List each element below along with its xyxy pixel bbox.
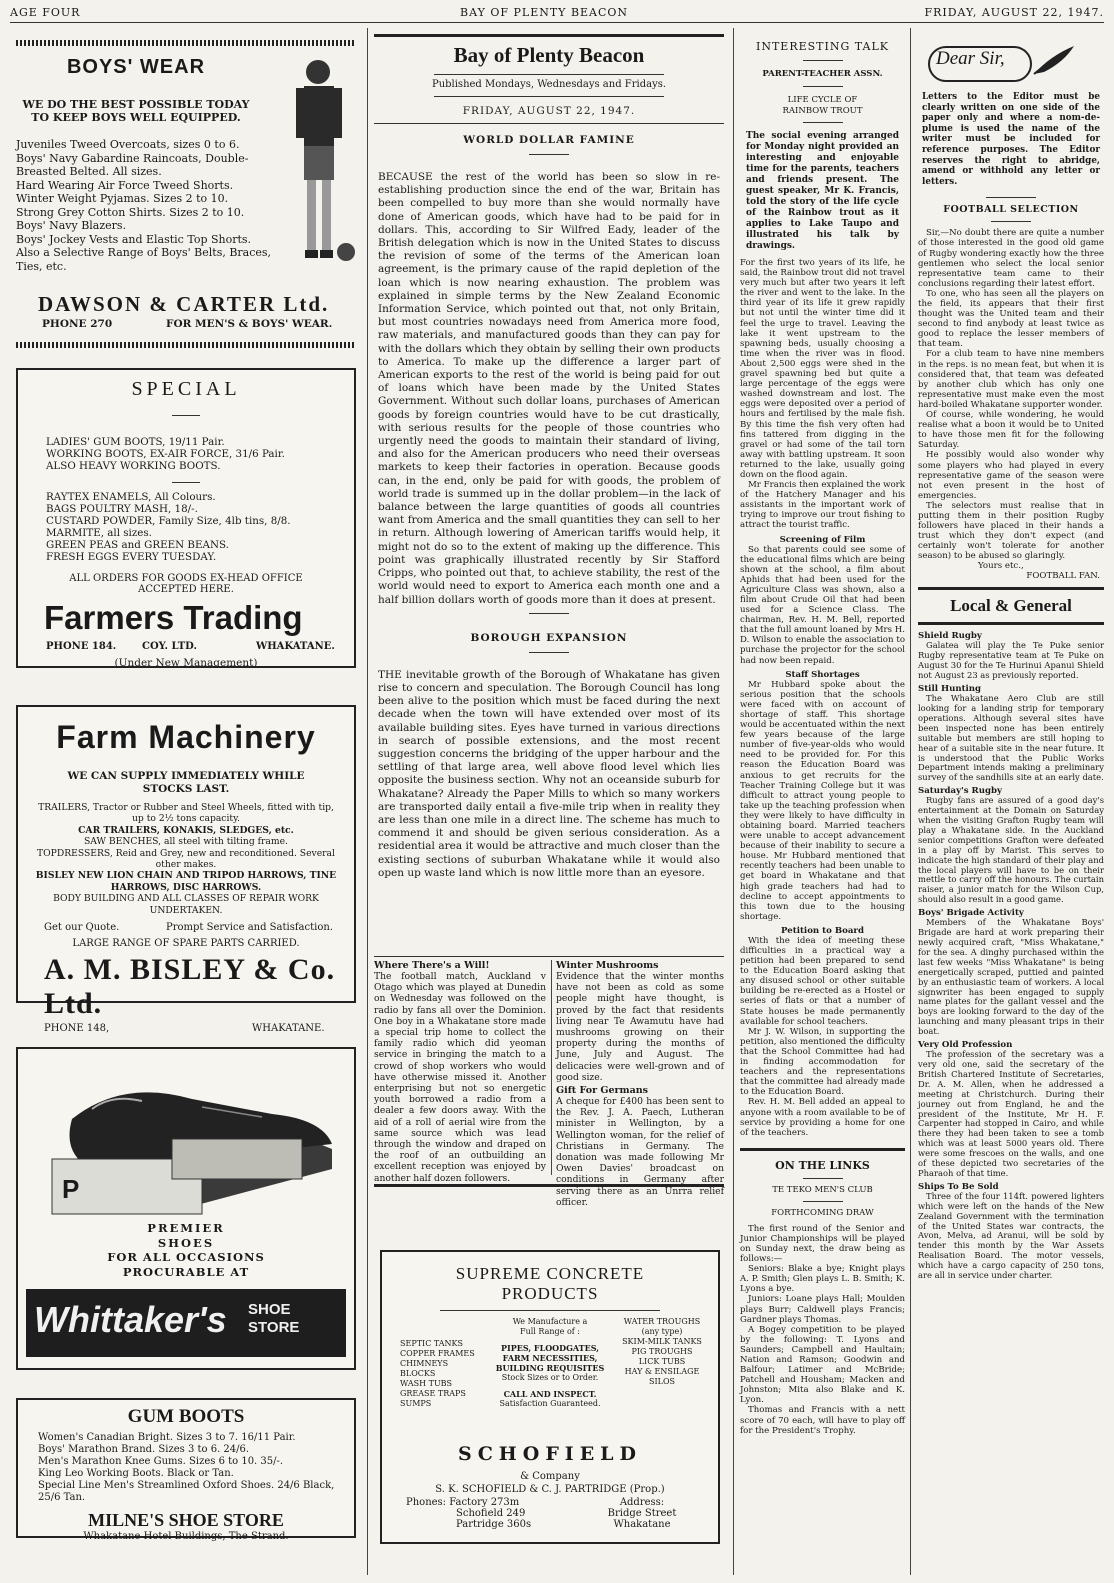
list-item: Boys' Marathon Brand. Sizes 3 to 6. 24/6. [38, 1444, 250, 1455]
store-subtitle: SHOE STORE [248, 1301, 300, 1336]
list-item: Special Line Men's Streamlined Oxford Shoes. 24/6 Black, 25/6 Tan. [38, 1480, 335, 1503]
store-banner [26, 1289, 346, 1357]
column-rule [733, 28, 734, 1575]
brief-title: Gift For Germans [556, 1085, 649, 1097]
brief-body: Members of the Whakatane Boys' Brigade are hard at work preparing their newly acquired craft, "Miss Whakatane," for the sea. A dinghy purchased within the last few weeks "Miss Whakatane" is being energetically scraped, puttied and painted by an enthusiastic team of workers. A local signwriter has been engaged to supply name plates for the gallant vessel and the boys are looking forward to the day of the launching and many pleasant trips in their boat. [918, 917, 1104, 1037]
list-item: SAW BENCHES, all steel with tilting frame. [84, 836, 288, 848]
masthead-rule [374, 34, 724, 37]
letter-signoff: Yours etc., [978, 561, 1024, 572]
firm-name: MILNE'S SHOE STORE [88, 1510, 284, 1530]
brief-body: The Whakatane Aero Club are still looking for a landing strip for temporary operations. Although several sites have been inspected none has been entirely suitable but members are still hoping to hear of a suitable site in the near future. It is understood that the Public Works Department intends making a preliminary survey of the sandhills site at an early date. [918, 693, 1104, 783]
list-item: Also a Selective Range of Boys' Belts, Braces, Ties, etc. [16, 246, 272, 273]
address: Address: [619, 1497, 665, 1508]
divider [434, 96, 664, 97]
list-item: Boys' Navy Gabardine Raincoats, Double-Breasted Belted. All sizes. [16, 151, 249, 178]
letter-body: For a club team to have nine members in the reps. is no mean feat, but when it is considered that, that team was defeated by another club which has only one representative must make even the most hard-boiled Whakatane supporter wonder. [918, 349, 1104, 410]
list-item: ALSO HEAVY WORKING BOOTS. [46, 460, 221, 472]
list-item [918, 631, 1104, 681]
boy-figure-icon [286, 52, 356, 282]
section-heading: Staff Shortages [785, 669, 860, 680]
quill-pen-icon [1030, 42, 1078, 78]
divider [918, 587, 1104, 590]
ad-title: SPECIAL [131, 378, 241, 400]
dear-sir-logo [918, 34, 1104, 84]
divider [172, 482, 200, 483]
brief-body: Three of the four 114ft. powered lighters which were left on the hands of the New Zealand Government with the termination of the United States war contracts, the Avon, Melva, ad Aranui, will be sold by tender this month by the War Assets Realisation Board. The motor vessels, which have a cargo capacity of 250 tons, are all in service under charter. [918, 1190, 1104, 1281]
letters-notice: Letters to the Editor must be clearly written on one side of the paper only and where a nom-de-plume is used the name of the writer must be included for reference purposes. The Editor reserves the right to abridge, amend or withhold any letter or letters. [922, 92, 1100, 187]
logo-text: Dear Sir, [936, 48, 1005, 69]
list-item: PIG TROUGHS [631, 1347, 693, 1356]
tagline-line: PREMIER [147, 1221, 225, 1235]
list-item: Boys' Navy Blazers. [16, 219, 127, 232]
divider [374, 123, 724, 124]
list-item: CALL AND INSPECT. [503, 1389, 597, 1399]
decorative-border [16, 342, 356, 348]
list-item: SUMPS [400, 1399, 432, 1408]
phone: PHONE 184. [46, 641, 117, 652]
article-body: With the idea of meeting these difficulties in a practical way a petition had been prepared to send to the Education Board asking that any disused school or other suitable building be re-erected as a Hostel or series of flats or that a number of State houses be made permanently available for school teachers. [740, 935, 905, 1027]
list-item: Winter Weight Pyjamas. Sizes 2 to 10. [16, 192, 229, 205]
firm-name: SCHOFIELD [457, 1443, 643, 1465]
article-body: So that parents could see some of the educational films which are being shown at the school, a film about Aphids that had been used for the Agriculture Class was shown, also a film about Crude Oil that had been used for a Science Class. The chairman, Rev. H. M. Bell, reported that the full amount loaned by Mrs H. D. Wilson to enable the association to purchase the projector for the school had now been repaid. [740, 544, 906, 666]
article-body: Mr Francis then explained the work of the Hatchery Manager and his assistants in the important work of trying to improve our trout fishing to attract the tourist traffic. [740, 480, 905, 531]
list-item: PIPES, FLOODGATES, [500, 1343, 600, 1353]
section-title: Local & General [950, 596, 1072, 616]
brief-title: Saturday's Rugby [918, 786, 1002, 797]
brief-title: Still Hunting [918, 684, 982, 695]
orders-note: ALL ORDERS FOR GOODS EX-HEAD OFFICE ACCEPTED HERE. [69, 573, 303, 595]
service-text: Prompt Service and Satisfaction. [166, 922, 333, 934]
article-subtitle: PARENT-TEACHER ASSN. [762, 69, 883, 79]
concrete-products-ad [380, 1250, 720, 1544]
quote-text: Get our Quote. [44, 922, 120, 934]
where-theres-a-will [374, 960, 546, 1184]
store-name: Whittaker's [34, 1299, 227, 1340]
brief-body: Galatea will play the Te Puke senior Rugby representative team at Te Puke on August 30 for the Te Hurinui Apanui Shield not August 23 as previously reported. [918, 640, 1104, 681]
article-body: Juniors: Loane plays Hall; Moulden plays Burr; Caldwell plays Francis; Gardner plays Thomas. [740, 1294, 905, 1325]
list-item: LADIES' GUM BOOTS, 19/11 Pair. [46, 436, 225, 448]
issue-date: FRIDAY, AUGUST 22, 1947. [924, 6, 1104, 19]
company: COY. LTD. [142, 641, 197, 652]
quote-line [18, 922, 354, 936]
divider [440, 1310, 660, 1311]
publication-note: Published Mondays, Wednesdays and Fridays. [431, 79, 667, 90]
town: WHAKATANE. [252, 1023, 325, 1035]
list-item: FRESH EGGS EVERY TUESDAY. [46, 551, 217, 563]
firm-name: Farmers Trading [44, 599, 303, 636]
list-item [918, 1182, 1104, 1281]
list-item: Boys' Jockey Vests and Elastic Top Shorts. [16, 232, 252, 246]
divider [803, 122, 843, 123]
letters-column [918, 34, 1104, 1574]
address: Bridge Street [607, 1508, 677, 1519]
firm-name: DAWSON & CARTER Ltd. [38, 292, 330, 316]
article-body: Rev. H. M. Bell added an appeal to anyone with a room available to be of service by providing a home for one of the teachers. [740, 1097, 905, 1138]
contact-block [382, 1497, 718, 1537]
item-list [16, 138, 291, 273]
list-item: FARM NECESSITIES, [502, 1353, 598, 1363]
ad-lead: WE CAN SUPPLY IMMEDIATELY WHILE STOCKS LAST. [67, 770, 305, 795]
ad-title: Farm Machinery [56, 719, 316, 755]
article-title: WORLD DOLLAR FAMINE [463, 134, 635, 146]
divider [803, 86, 843, 87]
article-subtitle: LIFE CYCLE OF RAINBOW TROUT [782, 95, 863, 116]
page-number: AGE FOUR [10, 6, 81, 19]
letter-body: Of course, while wondering, he would realise what a boon it would be to United to have those men fit for the following Saturday. [918, 410, 1104, 451]
article-body: Thomas and Francis with a nett score of 70 each, will have to play off for the President's Trophy. [740, 1405, 905, 1436]
masthead-title: Bay of Plenty Beacon [453, 43, 645, 67]
paper-name: BAY OF PLENTY BEACON [460, 6, 629, 19]
list-item: MARMITE, all sizes. [46, 527, 152, 539]
list-item: Strong Grey Cotton Shirts. Sizes 2 to 10. [16, 205, 245, 219]
list-item: GREEN PEAS and GREEN BEANS. [46, 539, 229, 551]
list-item: TRAILERS, Tractor or Rubber and Steel Wheels, fitted with tip, up to 2½ tons capacity. [38, 802, 334, 825]
list-item: Hard Wearing Air Force Tweed Shorts. [16, 178, 234, 192]
article-body: THE inevitable growth of the Borough of Whakatane has given rise to concern and speculation. The Borough Council has long been alive to the position which must be faced during the next decade when the town will have extended over most of its available building sites. Eyes have turned in various directions in search of possible extensions, and the most recent suggestion concerns the bridging of the upper harbour and the settling of that large area, well above flood level which lies opposite the business section. Why not an oceanside suburb for Whakatane? Already the Paper Mills to which so many workers are transported daily entail a five-mile trip when in reality they are less than one mile in a direct line. The scheme has much to commend it and should be given serious consideration. As a residential area it would be attractive and much closer than the existing sections of suburban Whakatane while it would also open up waste land which is now little more than an eyesore. [378, 668, 720, 879]
list-item: We Manufacture a Full Range of : [512, 1317, 588, 1336]
ad-tagline: WE DO THE BEST POSSIBLE TODAY TO KEEP BOYS WELL EQUIPPED. [22, 98, 250, 124]
letter-body: To one, who has seen all the players on the field, its appears that their first thought was the United team and their second to find anybody at least twice as good to replace the lesser members of that team. [918, 288, 1104, 350]
article-title: ON THE LINKS [775, 1158, 870, 1172]
list-item: Juveniles Tweed Overcoats, sizes 0 to 6. [16, 138, 240, 151]
list-item: HAY & ENSILAGE SILOS [624, 1367, 700, 1386]
list-item: SEPTIC TANKS [400, 1339, 463, 1348]
section-heading: Screening of Film [779, 534, 866, 545]
phone: PHONE 148, [44, 1023, 110, 1035]
address: Whakatane [613, 1519, 671, 1530]
divider [434, 74, 664, 75]
brief-title: Very Old Profession [918, 1040, 1013, 1051]
list-item: BISLEY NEW LION CHAIN AND TRIPOD HARROWS, TINE HARROWS, DISC HARROWS. [35, 870, 337, 893]
divider [529, 613, 569, 614]
product-grid [382, 1317, 718, 1437]
box-logo: P [62, 1174, 80, 1204]
editorial-date: FRIDAY, AUGUST 22, 1947. [462, 105, 636, 117]
brief-body: The profession of the secretary was a very old one, said the secretary of the British Chartered Institute of Secretaries, Dr. A. M. Allen, when he addressed a meeting at Christchurch. During their journey out from England, he and the president of the Institute, Mr H. F. Carpenter had stopped in Cairo, and while there they had been taken to see a tomb which was at least 5000 years old. There were some frescoes on the walls, and one of these depicted two secretaries of the Pharaoh of that time. [918, 1049, 1104, 1178]
boys-wear-ad [16, 40, 356, 355]
special-ad [16, 368, 356, 668]
letter-title: FOOTBALL SELECTION [943, 204, 1079, 216]
ad-title: GUM BOOTS [127, 1406, 245, 1427]
address-block [592, 1497, 692, 1530]
management-note: (Under New Management) [114, 657, 258, 669]
list-item [918, 1040, 1104, 1179]
list-item: CHIMNEYS [400, 1359, 449, 1368]
list-item: WORKING BOOTS, EX-AIR FORCE, 31/6 Pair. [46, 448, 285, 460]
tagline-line: PROCURABLE AT [122, 1264, 250, 1279]
farm-machinery-ad [16, 705, 356, 1035]
divider [803, 1201, 843, 1202]
spares-note: LARGE RANGE OF SPARE PARTS CARRIED. [72, 938, 300, 950]
town: WHAKATANE. [256, 641, 335, 652]
page-header [10, 6, 1104, 23]
premier-shoes-ad [16, 1047, 356, 1370]
firm-suffix: & Company [520, 1471, 580, 1482]
item-list [46, 491, 354, 563]
list-item [918, 786, 1104, 905]
divider [740, 1148, 905, 1151]
letter-body: The selectors must realise that in putting them in their position Rugby followers have placed in their hands a trust which they don't expect (and certainly won't tolerate for another season) to be abused so glaringly. [918, 500, 1104, 562]
divider [529, 652, 569, 653]
brief-body: The football match, Auckland v Otago which was played at Dunedin on Wednesday was followed on the radio by fans all over the Dominion. One boy in a Whakatane store made a special trip home to collect the family radio which did yeoman service in bringing the match to a crowd of shop workers who would have otherwise missed it. Another enterprising but not so energetic youth borrowed a radio from a dealer a few doors away. With the aid of a roll of aerial wire from the same source which was lead through the window and draped on the roof of an outbuilding an excellent reception was enjoyed by another half dozen followers. [374, 971, 546, 1184]
divider [529, 154, 569, 155]
firm-name: A. M. BISLEY & Co. Ltd. [44, 953, 336, 1021]
phone-list [406, 1497, 531, 1530]
contact-line [18, 641, 354, 655]
product-list [490, 1317, 610, 1409]
slogan: FOR MEN'S & BOYS' WEAR. [166, 318, 333, 330]
list-item [918, 908, 1104, 1037]
shoes-tagline [18, 1221, 354, 1279]
list-item: BODY BUILDING AND ALL CLASSES OF REPAIR WORK UNDERTAKEN. [53, 893, 319, 916]
product-list [400, 1339, 490, 1409]
brief-body: A cheque for £400 has been sent to the Rev. J. A. Paech, Lutheran minister in Wellington, by a Wellington woman, for the relief of Christians in Germany. The donation was made following Mr Owen Davies' broadcast on conditions in Germany after serving there as an Unrra relief officer. [556, 1096, 724, 1208]
list-item: TOPDRESSERS, Reid and Grey, new and reconditioned. Several other makes. [37, 847, 335, 871]
article-body: Mr Hubbard spoke about the serious position that the schools were faced with on account of shortage of staff. This shortage would be accentuated within the next few years because of the large number of five-year-olds who would need to be provided for. For this reason the Education Board was anxious to get recruits for the Teacher Training College but it was difficult to attract young people to take up the teaching profession when they were likely to have difficulty in obtaining board. Married teachers were unable to accept advancement because of their inability to secure a house. Mr Hubbard mentioned that recently teachers had been unable to get board in Whakatane and that high grade teachers had had to decline to accept appointments to this town due to the housing shortage. [740, 679, 905, 922]
article-subtitle: TE TEKO MEN'S CLUB [772, 1184, 873, 1195]
divider [374, 956, 724, 957]
article-lead: The social evening arranged for Monday night provided an interesting and enjoyable time for the parents, teachers and friends present. The guest speaker, Mr K. Francis, told the story of the life cycle of the Rainbow trout as it applies to Lake Taupo and illustrated his talk by drawings. [746, 131, 899, 251]
list-item: COPPER FRAMES [400, 1349, 475, 1358]
divider [374, 1184, 724, 1187]
local-news-list [918, 631, 1104, 1281]
column-rule [551, 960, 552, 1175]
divider [803, 60, 843, 61]
decorative-border [16, 40, 356, 46]
list-item: Men's Marathon Knee Gums. Sizes 6 to 10. 35/-. [38, 1456, 284, 1467]
list-item: CUSTARD POWDER, Family Size, 4lb tins, 8/8. [46, 515, 291, 527]
column-rule [910, 28, 911, 1575]
article-body: BECAUSE the rest of the world has been so slow in re-establishing production since the end of the war, Britain has been compelled to buy more than she would normally have done of American goods, which have had to be paid for in dollars. This, according to Sir Wilfred Eady, leader of the British delegation which is now in the United States to discuss the revision of some of the terms of the American loan agreement, is the primary cause of the rapid depletion of the loan which is now nearing exhaustion. The problem was explained in simple terms by the New Zealand Economic Information Service, which pointed out that, not only Britain, but most countries nowadays need from America more food, raw materials, and manufactured goods than they can pay for with the dollars which they obtain by selling their own products to America. To make up the difference a larger part of American exports to the rest of the world is being paid for out of loans which have been made by the United States Government. Without such dollar loans, purchases of American goods by foreign countries would have to be cut drastically, with serious results for the people of those countries who urgently need the goods to maintain their standard of living, and also for the American producers who need their overseas markets to keep their factories in operation. Because goods can, in the end, only be paid for with goods, the problem of world trade is summed up in the dollar problem—in the lack of balance between the large quantities of goods all countries want from America and the small quantities they can sell to her in return. Although lowering of American tariffs would help, it might not do so to the extent of making up the difference. This point was graphically illustrated recently by Sir Stafford Cripps, who pointed out that, to achieve stability, the rest of the world would need to export to America each month one and a half billion dollars worth of goods more than it does at present. [378, 171, 720, 606]
brief-body: Rugby fans are assured of a good day's entertainment at the Domain on Saturday when the visiting Grafton Rugby team will play a Whakatane side. In the Auckland senior competitions Grafton were defeated in a play off by Marist. This serves to indicate the high standard of their play and the local players will have to be on their mettle to carry off the honours. The curtain raiser, a junior match for the Wilson Cup, should also result in a good game. [918, 795, 1104, 905]
tagline-line: SHOES [157, 1235, 215, 1250]
news-column [740, 34, 905, 1574]
list-item: CAR TRAILERS, KONAKIS, SLEDGES, etc. [78, 824, 294, 836]
list-item [918, 684, 1104, 783]
list-item: BAGS POULTRY MASH, 18/-. [46, 503, 198, 515]
item-list [46, 436, 354, 472]
item-list [38, 1432, 354, 1504]
phone: Partridge 360s [456, 1519, 532, 1530]
list-item: LICK TUBS [638, 1357, 686, 1366]
brief-body: Evidence that the winter months have not been as cold as some people might have thought, is proved by the fact that residents living near Te Awamutu have had mushrooms growing on their property during the months of June, July and August. The delicacies were well-grown and of good size. [556, 971, 724, 1083]
list-item: BUILDING REQUISITES [495, 1363, 605, 1373]
article-body: Mr J. W. Wilson, in supporting the petition, also mentioned the difficulty that the School Committee had had in finding accommodation for teachers and the representations that the committee had already made to the Education Board. [740, 1026, 905, 1098]
divider [991, 221, 1031, 222]
divider [918, 622, 1104, 625]
phone: PHONE 270 [42, 318, 113, 330]
list-item: King Leo Working Boots. Black or Tan. [38, 1468, 234, 1479]
ad-title: SUPREME CONCRETE PRODUCTS [455, 1264, 645, 1303]
letter-signature: FOOTBALL FAN. [1026, 571, 1100, 582]
divider [986, 197, 1036, 198]
list-item: WASH TUBS [400, 1379, 453, 1388]
address: Whakatane Hotel Buildings, The Strand. [83, 1531, 289, 1542]
column-rule [367, 28, 368, 1575]
article-body: For the first two years of its life, he said, the Rainbow trout did not travel very much but after two years it left the river and went to the lake. In the third year of its life it grew rapidly but not until the winter time did it feel the urge to travel. Leaving the lake it went upstream to the spawning beds, usually choosing a time when the river was in flood. About 2,500 eggs were shed in the gravel spawning bed but quite a large percentage of the eggs were washed downstream and lost. The eggs were deposited over a period of hours and fertilised by the male fish. By this time the fish very often had fins tattered from digging in the gravel or had some of the tail torn away with battling upstream. It soon returned to the lake, usually going down on the flood again. [740, 258, 905, 480]
list-item: SKIM-MILK TANKS [622, 1337, 702, 1346]
letter-body: Sir,—No doubt there are quite a number of those interested in the good old game of Rugby wondering exactly how the three gentlemen who select the local senior representative team came to their conclusions regarding their latest effort. [918, 228, 1104, 289]
product-list [616, 1317, 708, 1387]
editorial-column [374, 34, 724, 1254]
list-item: RAYTEX ENAMELS, All Colours. [46, 491, 216, 503]
letter-body: He possibly would also wonder why some players who had played in every representative game of the season were not even present in the host of emergencies. [918, 450, 1104, 501]
list-item: BLOCKS [400, 1369, 436, 1378]
gum-boots-ad [16, 1398, 356, 1542]
brief-title: Winter Mushrooms [556, 960, 659, 971]
list-item: (any type) [641, 1327, 683, 1336]
brief-title: Shield Rugby [918, 631, 982, 642]
brief-title: Where There's a Will! [374, 960, 490, 971]
divider [803, 1178, 843, 1179]
article-body: Seniors: Blake a bye; Knight plays A. P. Smith; Glen plays L. B. Smith; K. Lyons a bye. [740, 1264, 905, 1295]
article-body: The first round of the Senior and Junior Championships will be played on Sunday next, the draw being as follows:— [740, 1223, 905, 1265]
contact-line [18, 1023, 354, 1035]
article-subtitle: FORTHCOMING DRAW [771, 1207, 874, 1218]
tagline-line: FOR ALL OCCASIONS [107, 1250, 265, 1264]
ad-title: BOYS' WEAR [66, 56, 206, 78]
article-title: INTERESTING TALK [756, 40, 889, 53]
article-body: A Bogey competition to be played by the following: T. Lyons and Saunders; Campbell and Haultain; Nation and Ramson; Goodwin and Balfour; Latimer and McBride; Patchell and Housham; Macken and Johnston; Mita also Blake and K. Lyon. [740, 1324, 905, 1406]
proprietors: S. K. SCHOFIELD & C. J. PARTRIDGE (Prop.) [435, 1484, 665, 1495]
article-title: BOROUGH EXPANSION [470, 631, 628, 644]
item-list [32, 802, 340, 916]
phone: Schofield 249 [456, 1508, 526, 1519]
list-item: GREASE TRAPS [400, 1389, 466, 1398]
list-item: Satisfaction Guaranteed. [499, 1399, 601, 1408]
phone: Phones: Factory 273m [406, 1497, 520, 1508]
section-heading: Petition to Board [781, 925, 864, 936]
brief-title: Boys' Brigade Activity [918, 908, 1024, 919]
list-item: WATER TROUGHS [623, 1317, 701, 1326]
divider [172, 415, 200, 416]
news-briefs [556, 960, 724, 1208]
list-item: Stock Sizes or to Order. [501, 1373, 599, 1382]
brief-title: Ships To Be Sold [918, 1181, 999, 1192]
list-item: Women's Canadian Bright. Sizes 3 to 7. 16/11 Pair. [38, 1432, 296, 1443]
